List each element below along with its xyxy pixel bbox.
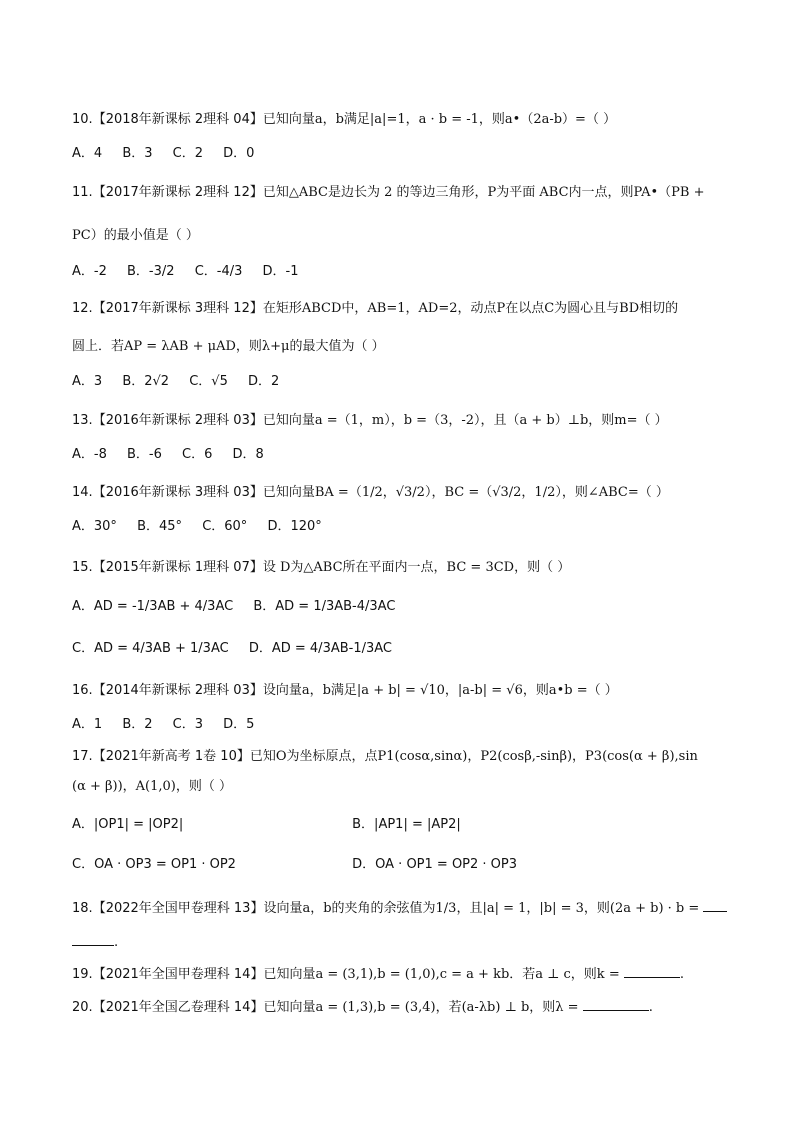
option-a: A．30° xyxy=(72,519,117,534)
option-d: D．-1 xyxy=(262,264,299,279)
question-tail: . xyxy=(679,967,684,982)
option-c: C．60° xyxy=(202,519,248,534)
question-number: 11. xyxy=(72,185,93,200)
options-13 xyxy=(72,446,722,464)
question-number: 10. xyxy=(72,112,93,127)
option-a: A．4 xyxy=(72,146,103,161)
question-number: 20. xyxy=(72,1000,93,1015)
options-16 xyxy=(72,716,722,734)
option-d: D．120° xyxy=(267,519,322,534)
option-a: A．|OP1| = |OP2| xyxy=(72,817,184,832)
question-source: 【2017年新课标 3理科 12】 xyxy=(92,301,263,316)
question-source: 【2016年新课标 2理科 03】 xyxy=(92,413,263,428)
option-c: C．2 xyxy=(172,146,204,161)
options-10 xyxy=(72,145,722,163)
question-12 xyxy=(72,300,722,318)
option-d: D．5 xyxy=(223,717,255,732)
question-number: 13. xyxy=(72,413,93,428)
question-source: 【2021年新高考 1卷 10】 xyxy=(92,749,250,764)
options-17-ab xyxy=(72,816,722,834)
question-stem-cont: 圆上．若AP = λAB + μAD，则λ+μ的最大值为（ ） xyxy=(72,339,385,354)
option-a: A．3 xyxy=(72,374,103,389)
question-stem: 已知向量BA =（1/2，√3/2），BC =（√3/2，1/2），则∠ABC=（ ） xyxy=(262,485,669,500)
question-tail: . xyxy=(648,1000,653,1015)
question-stem: 在矩形ABCD中，AB=1，AD=2，动点P在以点C为圆心且与BD相切的 xyxy=(262,301,679,316)
question-stem: 已知向量a = (1,3),b = (3,4)，若(a-λb) ⊥ b，则λ = xyxy=(263,1000,579,1015)
question-number: 16. xyxy=(72,683,93,698)
options-15-cd xyxy=(72,640,722,658)
question-number: 14. xyxy=(72,485,93,500)
question-source: 【2017年新课标 2理科 12】 xyxy=(92,185,263,200)
question-stem: 已知向量a，b满足|a|=1，a · b = -1，则a•（2a-b）=（ ） xyxy=(262,112,617,127)
option-c: C．-4/3 xyxy=(194,264,243,279)
question-11 xyxy=(72,184,722,202)
question-13 xyxy=(72,412,722,430)
option-c: C．√5 xyxy=(189,374,228,389)
option-d: D．8 xyxy=(232,447,264,462)
option-b: B．3 xyxy=(122,146,153,161)
question-18-cont xyxy=(72,933,722,952)
question-stem: 已知向量a = (3,1),b = (1,0),c = a + kb．若a ⊥ c，则k = xyxy=(263,967,620,982)
option-c: C．3 xyxy=(172,717,204,732)
option-a: A．-2 xyxy=(72,264,107,279)
answer-blank[interactable] xyxy=(624,965,680,978)
options-11 xyxy=(72,263,722,281)
option-d: D．AD = 4/3AB-1/3AC xyxy=(248,641,393,656)
option-b: B．|AP1| = |AP2| xyxy=(352,817,461,832)
question-stem-cont: PC）的最小值是（ ） xyxy=(72,228,199,243)
question-source: 【2014年新课标 2理科 03】 xyxy=(92,683,263,698)
option-b: B．2 xyxy=(122,717,153,732)
option-b: B．-3/2 xyxy=(127,264,175,279)
question-19 xyxy=(72,965,722,984)
question-source: 【2018年新课标 2理科 04】 xyxy=(92,112,263,127)
option-d: D．2 xyxy=(247,374,280,389)
option-b: B．AD = 1/3AB-4/3AC xyxy=(253,599,396,614)
question-11-cont xyxy=(72,227,722,245)
answer-blank-cont[interactable] xyxy=(72,933,114,946)
question-number: 18. xyxy=(72,901,93,916)
option-b: B．45° xyxy=(137,519,183,534)
question-number: 19. xyxy=(72,967,93,982)
question-stem: 已知O为坐标原点，点P1(cosα,sinα)，P2(cosβ,-sinβ)，P3(cos(α + β),sin xyxy=(249,749,698,764)
options-14 xyxy=(72,518,722,536)
option-a: A．1 xyxy=(72,717,103,732)
question-source: 【2016年新课标 3理科 03】 xyxy=(92,485,263,500)
answer-blank[interactable] xyxy=(703,899,727,912)
option-a: A．AD = -1/3AB + 4/3AC xyxy=(72,599,234,614)
question-12-cont xyxy=(72,338,722,356)
option-d: D．OA · OP1 = OP2 · OP3 xyxy=(352,857,518,872)
option-b: B．-6 xyxy=(127,447,162,462)
question-number: 12. xyxy=(72,301,93,316)
options-15-ab xyxy=(72,598,722,616)
question-17-cont xyxy=(72,778,722,796)
question-stem: 已知向量a =（1，m），b =（3，-2），且（a + b）⊥b，则m=（ ） xyxy=(262,413,668,428)
question-16 xyxy=(72,682,722,700)
options-17-cd xyxy=(72,856,722,874)
question-17 xyxy=(72,748,722,766)
question-18 xyxy=(72,899,722,918)
question-number: 15. xyxy=(72,560,93,575)
question-stem-cont: (α + β))，A(1,0)，则（ ） xyxy=(72,779,233,794)
answer-blank[interactable] xyxy=(583,998,649,1011)
question-number: 17. xyxy=(72,749,93,764)
option-d: D．0 xyxy=(223,146,255,161)
option-b: B．2√2 xyxy=(122,374,170,389)
question-stem-cont: . xyxy=(114,935,119,950)
question-stem: 设 D为△ABC所在平面内一点，BC = 3CD，则（ ） xyxy=(262,560,571,575)
option-c: C．AD = 4/3AB + 1/3AC xyxy=(72,641,229,656)
question-10 xyxy=(72,111,722,129)
question-stem: 设向量a，b的夹角的余弦值为1/3，且|a| = 1，|b| = 3，则(2a + b) · b = xyxy=(263,901,700,916)
question-stem: 设向量a，b满足|a + b| = √10，|a-b| = √6，则a•b =（ ） xyxy=(262,683,618,698)
question-20 xyxy=(72,998,722,1017)
option-a: A．-8 xyxy=(72,447,107,462)
option-c: C．6 xyxy=(182,447,213,462)
question-source: 【2021年全国乙卷理科 14】 xyxy=(92,1000,264,1015)
question-15 xyxy=(72,559,722,577)
question-stem: 已知△ABC是边长为 2 的等边三角形，P为平面 ABC内一点，则PA•（PB + xyxy=(262,185,705,200)
question-source: 【2015年新课标 1理科 07】 xyxy=(92,560,263,575)
option-c: C．OA · OP3 = OP1 · OP2 xyxy=(72,857,236,872)
question-14 xyxy=(72,484,722,502)
options-12 xyxy=(72,373,722,391)
question-source: 【2021年全国甲卷理科 14】 xyxy=(92,967,264,982)
question-source: 【2022年全国甲卷理科 13】 xyxy=(92,901,264,916)
